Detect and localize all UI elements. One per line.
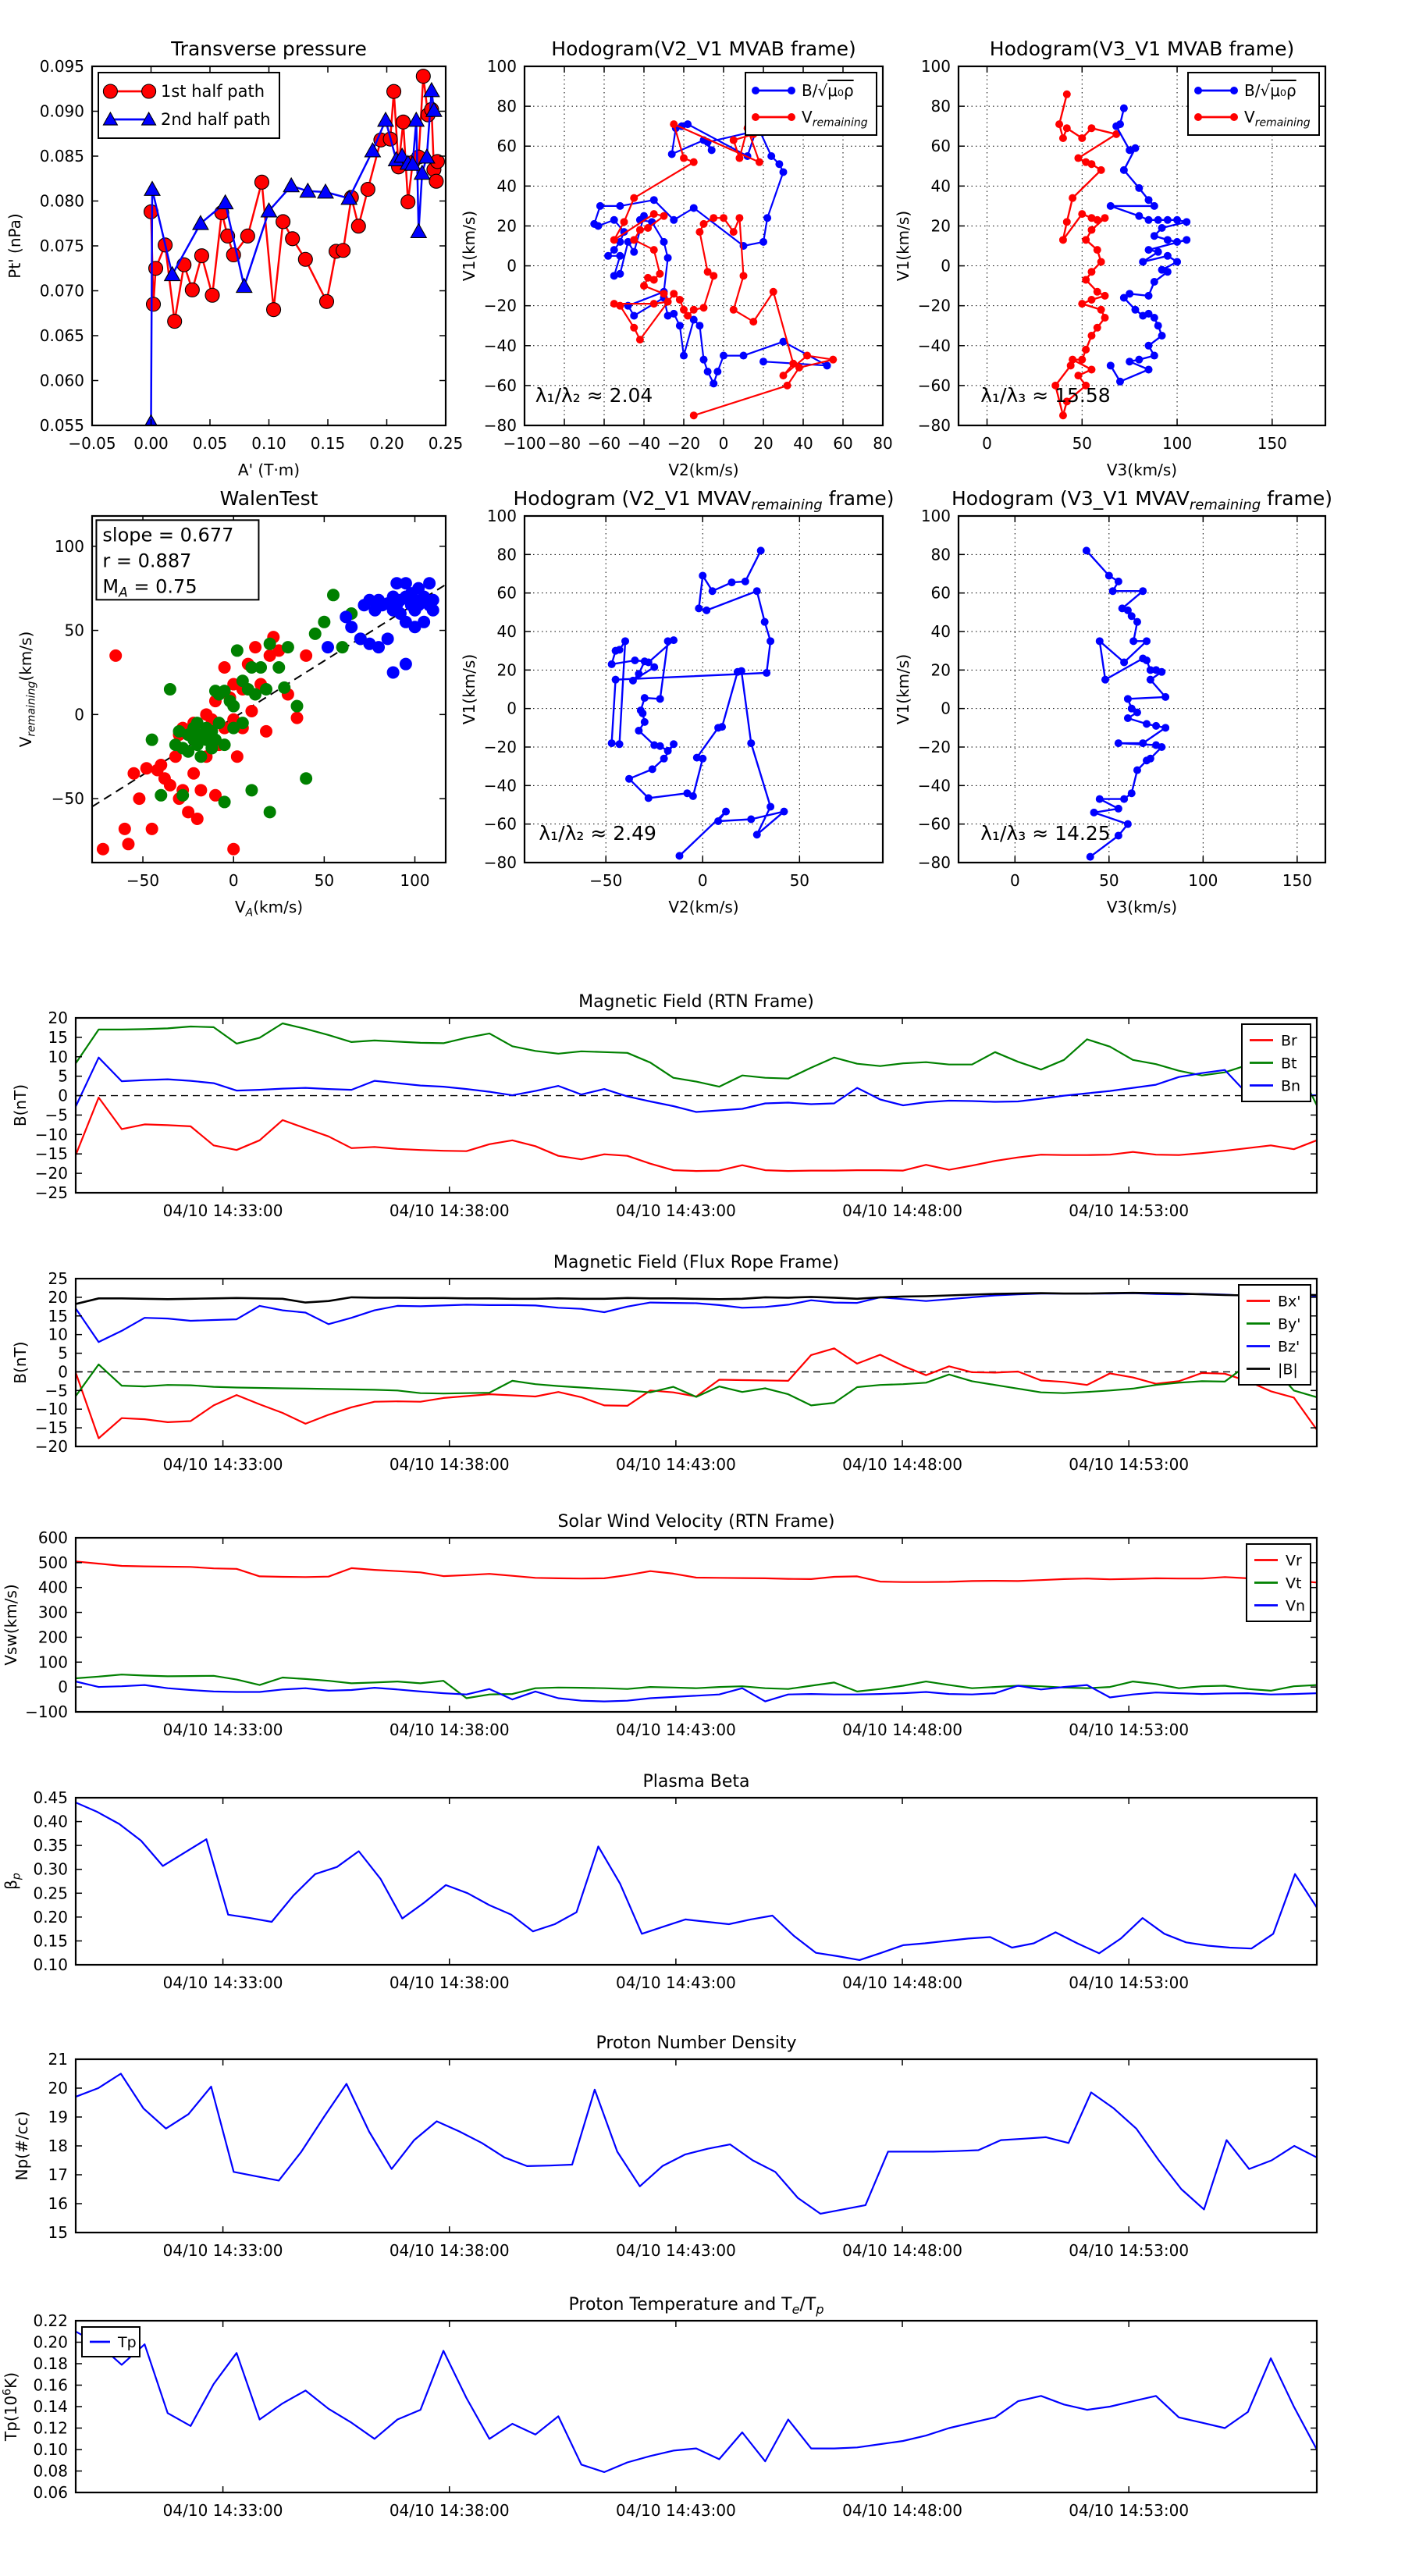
p3-series-V-path <box>1051 91 1120 419</box>
p3-series <box>1051 91 1190 419</box>
svg-text:−80: −80 <box>547 434 582 453</box>
svg-text:Transverse pressure: Transverse pressure <box>171 37 367 60</box>
ts6-series <box>76 2332 1317 2472</box>
plot-plasma-beta <box>0 1749 1405 2006</box>
svg-text:Hodogram (V3_V1 MVAVremaining: Hodogram (V3_V1 $MVAV_{remaining}$ frame) <box>951 487 1333 514</box>
svg-text:400: 400 <box>37 1578 68 1597</box>
svg-text:04/10 14:43:00: 04/10 14:43:00 <box>615 2241 736 2260</box>
ts5-ticks <box>48 2050 1317 2260</box>
svg-text:−60: −60 <box>587 434 621 453</box>
svg-text:Pt' (nPa): Pt' (nPa) <box>5 213 24 279</box>
svg-text:B(nT): B(nT) <box>11 1341 30 1384</box>
svg-text:By': By' <box>1278 1315 1301 1333</box>
svg-text:60: 60 <box>833 434 853 453</box>
ts5-axes-box <box>76 2059 1317 2233</box>
p3-legend <box>1188 73 1319 135</box>
svg-text:04/10 14:43:00: 04/10 14:43:00 <box>615 1201 736 1220</box>
svg-text:Solar Wind Velocity (RTN Frame: Solar Wind Velocity (RTN Frame) <box>557 1512 835 1532</box>
svg-text:1st half path: 1st half path <box>161 82 265 101</box>
svg-text:−20: −20 <box>34 1437 68 1456</box>
svg-text:0.060: 0.060 <box>39 371 84 390</box>
svg-text:0.10: 0.10 <box>251 434 286 453</box>
ts4-group <box>2 1772 1317 1992</box>
ts2-series-Bz-prime <box>76 1293 1317 1343</box>
svg-text:0: 0 <box>74 705 84 724</box>
plot-magnetic-field-flux-rope <box>0 1226 1405 1483</box>
svg-text:Vn: Vn <box>1286 1597 1306 1615</box>
svg-text:0: 0 <box>718 434 729 453</box>
svg-text:04/10 14:38:00: 04/10 14:38:00 <box>389 2241 510 2260</box>
svg-text:15: 15 <box>48 2223 68 2242</box>
ts2-series-Bx-prime <box>76 1348 1317 1438</box>
svg-text:04/10 14:53:00: 04/10 14:53:00 <box>1069 1455 1190 1474</box>
svg-text:λ₁/λ₃ ≈ 14.25: λ₁/λ₃ ≈ 14.25 <box>980 822 1111 845</box>
ts5-series-Np <box>76 2074 1317 2214</box>
ts6-axes-box <box>76 2321 1317 2492</box>
svg-text:0.45: 0.45 <box>33 1788 68 1807</box>
svg-text:Hodogram (V2_V1 MVAVremaining: Hodogram (V2_V1 $MVAV_{remaining}$ frame) <box>513 487 895 514</box>
svg-text:0.35: 0.35 <box>33 1836 68 1856</box>
svg-text:04/10 14:53:00: 04/10 14:53:00 <box>1069 2241 1190 2260</box>
svg-text:Hodogram(V3_V1 MVAB frame): Hodogram(V3_V1 MVAB frame) <box>989 37 1295 60</box>
svg-text:Vsw(km/s): Vsw(km/s) <box>2 1584 20 1666</box>
p4-group <box>16 487 446 919</box>
svg-text:04/10 14:33:00: 04/10 14:33:00 <box>162 1973 283 1992</box>
ts1-series-Br <box>76 1098 1317 1171</box>
svg-text:04/10 14:38:00: 04/10 14:38:00 <box>389 2501 510 2520</box>
svg-text:0: 0 <box>507 699 517 718</box>
svg-text:−50: −50 <box>51 789 84 809</box>
svg-text:0.16: 0.16 <box>33 2375 68 2395</box>
svg-text:17: 17 <box>48 2165 68 2184</box>
svg-text:−50: −50 <box>589 871 623 890</box>
svg-text:40: 40 <box>496 622 517 641</box>
svg-text:−10: −10 <box>34 1125 68 1144</box>
svg-text:15: 15 <box>48 1306 68 1325</box>
svg-text:−15: −15 <box>34 1418 68 1438</box>
svg-text:20: 20 <box>496 216 517 236</box>
svg-text:50: 50 <box>789 871 810 890</box>
svg-text:V1(km/s): V1(km/s) <box>460 653 478 725</box>
svg-text:Magnetic Field (Flux Rope Fram: Magnetic Field (Flux Rope Frame) <box>553 1253 840 1272</box>
ts2-series-By-prime <box>76 1364 1317 1406</box>
svg-text:0.090: 0.090 <box>39 101 84 121</box>
svg-text:04/10 14:48:00: 04/10 14:48:00 <box>842 1455 962 1474</box>
svg-text:0.20: 0.20 <box>33 1907 68 1927</box>
svg-text:04/10 14:48:00: 04/10 14:48:00 <box>842 1973 962 1992</box>
svg-text:0.25: 0.25 <box>428 434 464 453</box>
svg-text:50: 50 <box>314 871 335 890</box>
svg-text:Tp: Tp <box>118 2334 137 2351</box>
svg-text:Bt: Bt <box>1281 1055 1297 1073</box>
svg-text:0.00: 0.00 <box>133 434 169 453</box>
svg-text:0.30: 0.30 <box>33 1859 68 1879</box>
svg-text:80: 80 <box>930 97 951 116</box>
svg-text:−0.05: −0.05 <box>68 434 116 453</box>
svg-text:04/10 14:38:00: 04/10 14:38:00 <box>389 1720 510 1739</box>
svg-text:150: 150 <box>1282 871 1312 890</box>
svg-text:0: 0 <box>58 1678 68 1697</box>
svg-text:−10: −10 <box>34 1400 68 1419</box>
p1-group <box>5 37 463 479</box>
ts2-legend <box>1239 1285 1311 1385</box>
svg-text:04/10 14:48:00: 04/10 14:48:00 <box>842 2501 962 2520</box>
svg-text:−20: −20 <box>483 296 517 315</box>
ts3-series-Vr <box>76 1561 1317 1582</box>
svg-text:0: 0 <box>1009 871 1020 890</box>
svg-text:25: 25 <box>48 1269 68 1288</box>
svg-text:0: 0 <box>941 256 951 276</box>
svg-text:04/10 14:38:00: 04/10 14:38:00 <box>389 1201 510 1220</box>
svg-text:Vremaining: $V_{remaining}$ <box>802 108 868 130</box>
svg-text:150: 150 <box>1257 434 1287 453</box>
p6-series <box>1083 546 1169 860</box>
p6-axes-box <box>959 516 1325 863</box>
svg-text:−80: −80 <box>917 853 951 872</box>
svg-text:500: 500 <box>37 1553 68 1572</box>
svg-text:80: 80 <box>873 434 893 453</box>
svg-text:−80: −80 <box>483 416 517 435</box>
p2-series-B-path <box>590 105 831 388</box>
svg-text:0.10: 0.10 <box>33 1955 68 1974</box>
ts3-group <box>2 1512 1317 1739</box>
svg-text:04/10 14:33:00: 04/10 14:33:00 <box>162 2241 283 2260</box>
svg-text:20: 20 <box>930 216 951 236</box>
p5-axes-box <box>525 516 883 863</box>
svg-text:V3(km/s): V3(km/s) <box>1106 461 1178 479</box>
svg-text:0.12: 0.12 <box>33 2418 68 2438</box>
svg-text:600: 600 <box>37 1528 68 1547</box>
svg-text:−40: −40 <box>917 336 951 355</box>
ts5-series <box>76 2074 1317 2214</box>
svg-text:Bn: Bn <box>1281 1077 1301 1095</box>
svg-text:04/10 14:43:00: 04/10 14:43:00 <box>615 1720 736 1739</box>
svg-text:−20: −20 <box>917 738 951 756</box>
svg-text:−60: −60 <box>483 375 517 395</box>
svg-text:−15: −15 <box>34 1144 68 1164</box>
p3-group <box>894 37 1325 479</box>
svg-text:V2(km/s): V2(km/s) <box>668 898 739 916</box>
svg-text:40: 40 <box>793 434 813 453</box>
svg-text:0: 0 <box>697 871 708 890</box>
svg-text:0.15: 0.15 <box>33 1931 68 1951</box>
svg-text:MA = 0.75: $M_A = 0.75$ <box>102 575 197 601</box>
svg-text:60: 60 <box>930 583 951 603</box>
svg-text:04/10 14:33:00: 04/10 14:33:00 <box>162 1455 283 1474</box>
svg-text:04/10 14:53:00: 04/10 14:53:00 <box>1069 1973 1190 1992</box>
svg-text:50: 50 <box>1099 871 1119 890</box>
svg-text:0.080: 0.080 <box>39 191 84 211</box>
svg-text:80: 80 <box>496 545 517 564</box>
plot-hodogram-v2v1-mvav <box>460 484 913 945</box>
ts4-series-beta <box>76 1802 1317 1960</box>
svg-text:40: 40 <box>930 176 951 196</box>
ts3-axes-box <box>76 1538 1317 1712</box>
p6-group <box>894 487 1332 916</box>
plot-walen-test <box>0 484 468 945</box>
svg-text:Br: Br <box>1281 1032 1297 1050</box>
svg-text:20: 20 <box>48 1287 68 1307</box>
svg-text:18: 18 <box>48 2137 68 2155</box>
svg-text:−50: −50 <box>126 871 160 890</box>
svg-text:80: 80 <box>930 545 951 564</box>
svg-text:Proton Temperature and Te/Tp: Proton Temperature and $T_e/T_p$ <box>568 2295 824 2317</box>
svg-text:−20: −20 <box>917 296 951 315</box>
svg-text:0.25: 0.25 <box>33 1884 68 1903</box>
ts6-series-Tp <box>76 2332 1317 2472</box>
svg-text:VA(km/s): $V_A(km/s)$ <box>234 898 304 920</box>
svg-text:60: 60 <box>496 137 517 156</box>
ts1-series <box>76 1023 1317 1171</box>
svg-text:WalenTest: WalenTest <box>219 487 318 510</box>
svg-text:50: 50 <box>1072 434 1093 453</box>
p5-group <box>460 487 895 916</box>
p2-legend <box>745 73 877 135</box>
svg-text:−25: −25 <box>34 1183 68 1202</box>
ts6-legend <box>82 2327 140 2357</box>
svg-text:0.20: 0.20 <box>369 434 404 453</box>
ts4-axes-box <box>76 1798 1317 1965</box>
svg-text:04/10 14:38:00: 04/10 14:38:00 <box>389 1973 510 1992</box>
svg-text:0: 0 <box>507 256 517 276</box>
svg-text:10: 10 <box>48 1325 68 1344</box>
svg-text:0.055: 0.055 <box>39 416 84 435</box>
svg-text:Proton Number Density: Proton Number Density <box>596 2033 797 2053</box>
svg-text:Np(#/cc): Np(#/cc) <box>12 2111 31 2181</box>
ts3-ticks <box>25 1528 1317 1739</box>
svg-text:16: 16 <box>48 2194 68 2213</box>
svg-text:100: 100 <box>400 871 430 890</box>
p5-series <box>608 546 788 859</box>
svg-text:04/10 14:38:00: 04/10 14:38:00 <box>389 1455 510 1474</box>
svg-text:Bz': Bz' <box>1278 1338 1300 1356</box>
svg-text:−20: −20 <box>667 434 701 453</box>
plot-hodogram-v3v1-mvab <box>894 0 1405 488</box>
svg-text:V1(km/s): V1(km/s) <box>894 210 912 282</box>
svg-text:−100: −100 <box>25 1703 68 1721</box>
svg-text:0.075: 0.075 <box>39 237 84 255</box>
svg-text:r = 0.887: r = 0.887 <box>102 550 192 572</box>
p2-series <box>590 91 837 419</box>
svg-text:60: 60 <box>930 137 951 156</box>
svg-text:0.40: 0.40 <box>33 1812 68 1831</box>
svg-text:21: 21 <box>48 2050 68 2069</box>
p4-series-scatter-green <box>146 589 367 818</box>
svg-text:V3(km/s): V3(km/s) <box>1106 898 1178 916</box>
svg-text:100: 100 <box>1161 434 1193 453</box>
svg-text:100: 100 <box>486 507 517 525</box>
svg-text:λ₁/λ₂ ≈ 2.04: λ₁/λ₂ ≈ 2.04 <box>535 384 653 407</box>
svg-text:20: 20 <box>930 660 951 680</box>
ts5-group <box>12 2033 1317 2260</box>
svg-text:−40: −40 <box>917 776 951 795</box>
svg-text:100: 100 <box>54 536 84 556</box>
svg-text:0.065: 0.065 <box>39 326 84 345</box>
svg-text:20: 20 <box>753 434 774 453</box>
ts2-group <box>11 1253 1317 1474</box>
svg-text:80: 80 <box>496 97 517 116</box>
p4-series-scatter-blue <box>322 577 439 678</box>
svg-text:−5: −5 <box>44 1381 68 1400</box>
svg-text:−80: −80 <box>917 416 951 435</box>
svg-text:−60: −60 <box>917 814 951 834</box>
svg-text:0.10: 0.10 <box>33 2440 68 2459</box>
svg-text:0.06: 0.06 <box>33 2483 68 2502</box>
svg-text:Vremaining(km/s): $V_{remaining}(km/s)$ <box>16 631 38 748</box>
svg-text:04/10 14:53:00: 04/10 14:53:00 <box>1069 2501 1190 2520</box>
svg-text:04/10 14:43:00: 04/10 14:43:00 <box>615 1973 736 1992</box>
svg-text:0: 0 <box>58 1362 68 1382</box>
svg-text:−80: −80 <box>483 853 517 872</box>
svg-text:V1(km/s): V1(km/s) <box>460 210 478 282</box>
svg-text:−5: −5 <box>44 1105 68 1125</box>
svg-text:−40: −40 <box>627 434 661 453</box>
ts1-series-Bt <box>76 1023 1317 1105</box>
svg-text:−60: −60 <box>483 814 517 834</box>
ts6-group <box>1 2295 1317 2520</box>
plot-transverse-pressure <box>0 0 468 488</box>
svg-text:B(nT): B(nT) <box>11 1083 30 1127</box>
svg-text:0.18: 0.18 <box>33 2354 68 2373</box>
svg-text:0.22: 0.22 <box>33 2311 68 2330</box>
svg-text:V2(km/s): V2(km/s) <box>668 461 739 479</box>
ts4-series <box>76 1802 1317 1960</box>
ts1-ticks <box>35 1009 1317 1220</box>
svg-text:−20: −20 <box>34 1164 68 1183</box>
ts2-series <box>76 1293 1317 1438</box>
svg-text:Plasma Beta: Plasma Beta <box>642 1772 750 1791</box>
svg-text:19: 19 <box>48 2108 68 2126</box>
svg-text:200: 200 <box>37 1628 68 1647</box>
ts4-ticks <box>33 1788 1317 1992</box>
svg-text:20: 20 <box>48 1009 68 1027</box>
svg-text:04/10 14:48:00: 04/10 14:48:00 <box>842 1720 962 1739</box>
svg-text:100: 100 <box>920 57 951 76</box>
svg-text:5: 5 <box>58 1343 68 1363</box>
svg-text:0: 0 <box>982 434 992 453</box>
svg-text:λ₁/λ₃ ≈ 15.58: λ₁/λ₃ ≈ 15.58 <box>980 384 1111 407</box>
svg-text:5: 5 <box>58 1066 68 1086</box>
svg-text:0.14: 0.14 <box>33 2397 68 2416</box>
svg-text:04/10 14:53:00: 04/10 14:53:00 <box>1069 1720 1190 1739</box>
svg-text:slope = 0.677: slope = 0.677 <box>102 524 234 546</box>
svg-text:100: 100 <box>1188 871 1218 890</box>
svg-text:04/10 14:43:00: 04/10 14:43:00 <box>615 1455 736 1474</box>
svg-text:2nd half path: 2nd half path <box>161 110 271 129</box>
p2-group <box>460 37 893 479</box>
ts1-series-Bn <box>76 1058 1317 1112</box>
svg-text:04/10 14:33:00: 04/10 14:33:00 <box>162 1720 283 1739</box>
svg-text:15: 15 <box>48 1027 68 1047</box>
p4-series <box>92 577 446 856</box>
svg-text:Hodogram(V2_V1 MVAB frame): Hodogram(V2_V1 MVAB frame) <box>551 37 856 60</box>
svg-text:60: 60 <box>496 583 517 603</box>
p6-grid <box>959 516 1325 863</box>
svg-text:Bx': Bx' <box>1278 1293 1301 1311</box>
svg-text:−20: −20 <box>483 738 517 756</box>
svg-text:Tp(106K): $Tp(10^6K)$ <box>1 2371 20 2442</box>
svg-text:40: 40 <box>496 176 517 196</box>
svg-text:0.05: 0.05 <box>192 434 228 453</box>
p5-grid <box>525 516 883 863</box>
svg-text:A' (T·m): A' (T·m) <box>237 461 301 479</box>
plot-proton-number-density <box>0 2006 1405 2264</box>
svg-text:0.095: 0.095 <box>39 57 84 76</box>
svg-text:100: 100 <box>37 1653 68 1672</box>
svg-text:0.070: 0.070 <box>39 281 84 301</box>
plot-hodogram-v2v1-mvab <box>460 0 913 488</box>
svg-text:04/10 14:43:00: 04/10 14:43:00 <box>615 2501 736 2520</box>
svg-text:βp: $\beta_p$ <box>2 1873 23 1890</box>
svg-text:04/10 14:53:00: 04/10 14:53:00 <box>1069 1201 1190 1220</box>
ts3-legend <box>1247 1544 1311 1621</box>
svg-text:0: 0 <box>228 871 239 890</box>
plot-proton-temperature <box>0 2264 1405 2576</box>
svg-text:Magnetic Field (RTN Frame): Magnetic Field (RTN Frame) <box>578 992 814 1012</box>
svg-text:04/10 14:33:00: 04/10 14:33:00 <box>162 1201 283 1220</box>
svg-text:B/√μ₀ρ: B/√μ₀ρ <box>802 81 854 100</box>
svg-text:Vr: Vr <box>1286 1552 1302 1570</box>
svg-text:20: 20 <box>48 2079 68 2097</box>
plot-magnetic-field-rtn <box>0 968 1405 1226</box>
svg-text:0: 0 <box>941 699 951 718</box>
svg-text:−100: −100 <box>503 434 546 453</box>
svg-text:Vt: Vt <box>1286 1574 1302 1592</box>
ts6-ticks <box>33 2311 1317 2520</box>
svg-text:04/10 14:33:00: 04/10 14:33:00 <box>162 2501 283 2520</box>
svg-text:−40: −40 <box>483 776 517 795</box>
ts1-axes-box <box>76 1018 1317 1193</box>
p1-legend <box>98 73 279 138</box>
svg-text:0.08: 0.08 <box>33 2461 68 2481</box>
ts1-legend <box>1242 1024 1311 1101</box>
svg-text:50: 50 <box>64 621 84 640</box>
svg-text:V1(km/s): V1(km/s) <box>894 653 912 725</box>
svg-text:Vremaining: $V_{remaining}$ <box>1244 108 1311 130</box>
svg-text:100: 100 <box>486 57 517 76</box>
svg-text:0.15: 0.15 <box>310 434 346 453</box>
svg-text:100: 100 <box>920 507 951 525</box>
svg-text:0.085: 0.085 <box>39 147 84 165</box>
svg-text:−60: −60 <box>917 375 951 395</box>
svg-text:04/10 14:48:00: 04/10 14:48:00 <box>842 1201 962 1220</box>
svg-text:0: 0 <box>58 1086 68 1105</box>
ts3-series <box>76 1561 1317 1701</box>
svg-text:0.20: 0.20 <box>33 2332 68 2352</box>
p6-series-V-path <box>1083 546 1169 860</box>
ts1-group <box>11 992 1317 1220</box>
svg-text:λ₁/λ₂ ≈ 2.49: λ₁/λ₂ ≈ 2.49 <box>539 822 656 845</box>
svg-text:10: 10 <box>48 1047 68 1066</box>
svg-text:B/√μ₀ρ: B/√μ₀ρ <box>1244 81 1297 100</box>
plot-solar-wind-velocity <box>0 1483 1405 1741</box>
svg-text:20: 20 <box>496 660 517 680</box>
svg-text:|B|: |B| <box>1278 1361 1298 1379</box>
p5-series-V-path <box>608 546 788 859</box>
plot-hodogram-v3v1-mvav <box>894 484 1405 945</box>
ts2-series-Bmag <box>76 1293 1317 1304</box>
svg-text:300: 300 <box>37 1603 68 1622</box>
svg-text:04/10 14:48:00: 04/10 14:48:00 <box>842 2241 962 2260</box>
svg-text:−40: −40 <box>483 336 517 355</box>
svg-text:40: 40 <box>930 622 951 641</box>
